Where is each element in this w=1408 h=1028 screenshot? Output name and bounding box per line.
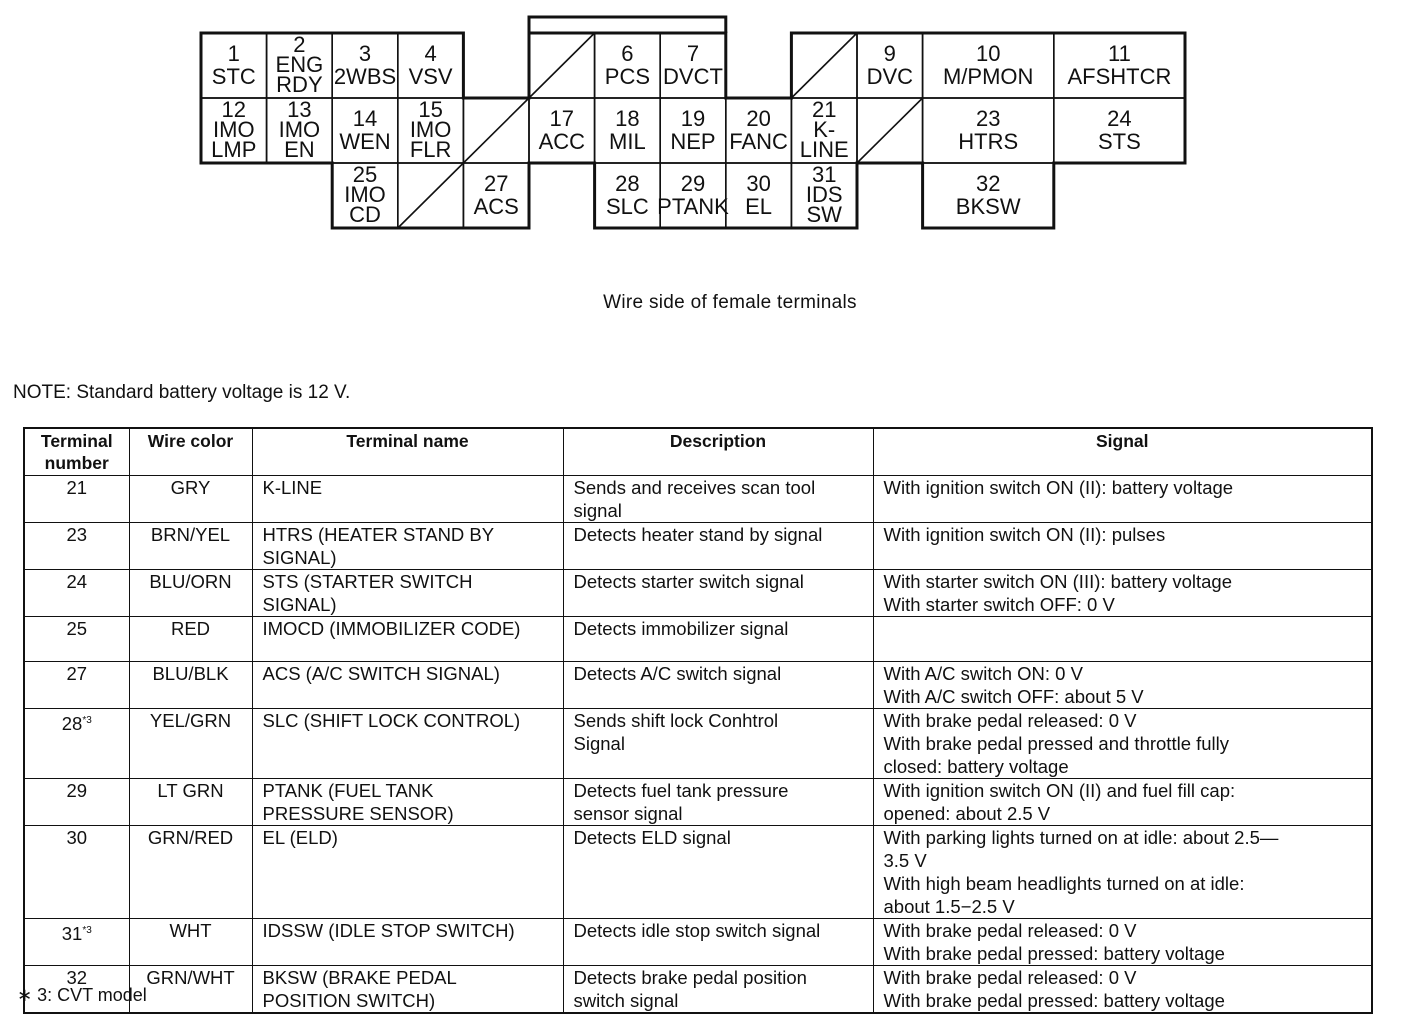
- cell-description: Detects immobilizer signal: [563, 617, 873, 662]
- cell-terminal-number: 25: [24, 617, 129, 662]
- terminal-number-label: 17: [549, 106, 575, 131]
- terminal-name-label: PTANK: [657, 194, 729, 219]
- terminal-name-label: SW: [806, 202, 842, 227]
- cell-wire-color: BRN/YEL: [129, 523, 252, 570]
- terminal-name-label: CD: [349, 202, 381, 227]
- header-description: Description: [563, 428, 873, 476]
- terminal-name-label: WEN: [339, 129, 391, 154]
- terminal-number-label: 27: [483, 171, 509, 196]
- terminal-name-label: M/PMON: [942, 64, 1034, 89]
- header-wire-color: Wire color: [129, 428, 252, 476]
- table-header-row: [24, 428, 1372, 476]
- terminal-number-label: 21: [811, 97, 837, 122]
- header-terminal-number: Terminal number: [24, 428, 129, 476]
- terminal-number-label: 6: [621, 41, 634, 66]
- cell-signal: With starter switch ON (III): battery voltage With starter switch OFF: 0 V: [873, 570, 1372, 617]
- terminal-name-label: MIL: [609, 129, 646, 154]
- terminal-number-label: 14: [352, 106, 378, 131]
- table-row: [24, 779, 1372, 826]
- terminal-name-label: DVCT: [663, 64, 723, 89]
- cell-terminal-number: 28$^{*3}$: [24, 709, 129, 779]
- cell-signal: With ignition switch ON (II): battery voltage: [873, 476, 1372, 523]
- cell-description: Detects ELD signal: [563, 826, 873, 919]
- terminal-number-label: 12: [221, 97, 247, 122]
- empty-cavity-slash: [398, 163, 464, 228]
- cell-terminal-number: 24: [24, 570, 129, 617]
- table-row: [24, 476, 1372, 523]
- terminal-number-label: 15: [418, 97, 443, 122]
- cell-terminal-number: 32: [24, 966, 129, 1014]
- cell-wire-color: GRY: [129, 476, 252, 523]
- terminal-name-label: IDS: [805, 182, 843, 207]
- cell-signal: With ignition switch ON (II) and fuel fill cap: opened: about 2.5 V: [873, 779, 1372, 826]
- connector-diagram: [0, 0, 1408, 240]
- table-row: [24, 919, 1372, 966]
- cell-terminal-name: SLC (SHIFT LOCK CONTROL): [252, 709, 563, 779]
- terminal-number-label: 13: [287, 97, 312, 122]
- terminal-name-label: K-: [813, 117, 836, 142]
- cell-wire-color: BLU/BLK: [129, 662, 252, 709]
- cell-terminal-name: ACS (A/C SWITCH SIGNAL): [252, 662, 563, 709]
- terminal-number-label: 24: [1107, 106, 1132, 131]
- terminal-name-label: IMO: [213, 117, 255, 142]
- terminal-number-label: 11: [1107, 41, 1131, 66]
- cell-signal: With ignition switch ON (II): pulses: [873, 523, 1372, 570]
- terminal-number-label: 1: [227, 41, 240, 66]
- cell-terminal-name: IMOCD (IMMOBILIZER CODE): [252, 617, 563, 662]
- cell-signal: With brake pedal released: 0 V With brake pedal pressed: battery voltage: [873, 919, 1372, 966]
- cell-terminal-name: STS (STARTER SWITCH SIGNAL): [252, 570, 563, 617]
- connector-caption: Wire side of female terminals: [603, 292, 857, 313]
- cell-description: Detects brake pedal position switch signal: [563, 966, 873, 1014]
- terminal-name-label: ACC: [538, 129, 586, 154]
- terminal-number-label: 29: [680, 171, 706, 196]
- terminal-name-label: ACS: [473, 194, 519, 219]
- cell-terminal-number: 30: [24, 826, 129, 919]
- cell-description: Detects idle stop switch signal: [563, 919, 873, 966]
- cell-description: Detects fuel tank pressure sensor signal: [563, 779, 873, 826]
- terminal-number-label: 3: [358, 41, 372, 66]
- table-row: [24, 709, 1372, 779]
- cell-wire-color: RED: [129, 617, 252, 662]
- cell-wire-color: BLU/ORN: [129, 570, 252, 617]
- terminal-number-label: 25: [352, 162, 378, 187]
- cell-wire-color: WHT: [129, 919, 252, 966]
- terminal-number-label: 18: [615, 106, 640, 131]
- cell-terminal-number: 23: [24, 523, 129, 570]
- terminal-name-label: EN: [284, 137, 315, 162]
- terminal-number-label: 23: [975, 106, 1001, 131]
- cell-signal: [873, 617, 1372, 662]
- header-terminal-name: Terminal name: [252, 428, 563, 476]
- cell-description: Sends and receives scan tool signal: [563, 476, 873, 523]
- cell-wire-color: GRN/RED: [129, 826, 252, 919]
- terminal-table: [23, 427, 1373, 1014]
- cell-description: Sends shift lock Conhtrol Signal: [563, 709, 873, 779]
- terminal-number-label: 30: [746, 171, 771, 196]
- terminal-name-label: HTRS: [958, 129, 1019, 154]
- terminal-name-label: PCS: [604, 64, 651, 89]
- terminal-number-label: 32: [975, 171, 1001, 196]
- cell-terminal-number: 27: [24, 662, 129, 709]
- footnote-mark: *3: [82, 925, 92, 936]
- terminal-number-label: 7: [686, 41, 700, 66]
- terminal-name-label: IMO: [344, 182, 386, 207]
- terminal-name-label: BKSW: [955, 194, 1021, 219]
- cell-description: Detects starter switch signal: [563, 570, 873, 617]
- empty-cavity-slash: [529, 33, 595, 98]
- cell-terminal-name: EL (ELD): [252, 826, 563, 919]
- table-row: [24, 662, 1372, 709]
- cell-signal: With A/C switch ON: 0 V With A/C switch OFF: about 5 V: [873, 662, 1372, 709]
- terminal-name-label: LINE: [799, 137, 849, 162]
- table-row: [24, 966, 1372, 1014]
- cell-terminal-number: 31$^{*3}$: [24, 919, 129, 966]
- empty-cavity-slash: [857, 98, 923, 163]
- cell-signal: With brake pedal released: 0 V With brake pedal pressed: battery voltage: [873, 966, 1372, 1014]
- terminal-number-label: 31: [811, 162, 837, 187]
- cell-description: Detects A/C switch signal: [563, 662, 873, 709]
- cell-signal: With parking lights turned on at idle: about 2.5— 3.5 V With high beam headlights turned on at idle: about 1.5−2.5 V: [873, 826, 1372, 919]
- terminal-number-label: 20: [746, 106, 771, 131]
- terminal-number-label: 10: [975, 41, 1001, 66]
- terminal-number-label: 28: [615, 171, 640, 196]
- table-row: [24, 826, 1372, 919]
- table-row: [24, 570, 1372, 617]
- cell-terminal-name: HTRS (HEATER STAND BY SIGNAL): [252, 523, 563, 570]
- cell-wire-color: YEL/GRN: [129, 709, 252, 779]
- terminal-name-label: 2WBS: [333, 64, 397, 89]
- terminal-name-label: STC: [211, 64, 256, 89]
- terminal-name-label: DVC: [866, 64, 914, 89]
- terminal-name-label: ENG: [275, 52, 324, 77]
- terminal-number-label: 4: [424, 41, 437, 66]
- terminal-number-label: 19: [680, 106, 706, 131]
- cell-wire-color: GRN/WHT: [129, 966, 252, 1014]
- empty-cavity-slash: [463, 98, 529, 163]
- footnote-mark: *3: [82, 715, 92, 726]
- cell-description: Detects heater stand by signal: [563, 523, 873, 570]
- empty-cavity-slash: [791, 33, 857, 98]
- terminal-name-label: AFSHTCR: [1067, 64, 1172, 89]
- connector-lock-tab: [529, 17, 726, 33]
- voltage-note: NOTE: Standard battery voltage is 12 V.: [13, 382, 351, 403]
- cell-terminal-number: 29: [24, 779, 129, 826]
- terminal-name-label: SLC: [606, 194, 649, 219]
- table-row: [24, 617, 1372, 662]
- terminal-name-label: FANC: [729, 129, 788, 154]
- cell-terminal-name: BKSW (BRAKE PEDAL POSITION SWITCH): [252, 966, 563, 1014]
- terminal-name-label: IMO: [278, 117, 321, 142]
- terminal-name-label: LMP: [211, 137, 257, 162]
- terminal-name-label: VSV: [408, 64, 453, 89]
- cell-signal: With brake pedal released: 0 V With brake pedal pressed and throttle fully closed: battery voltage: [873, 709, 1372, 779]
- cell-wire-color: LT GRN: [129, 779, 252, 826]
- cell-terminal-number: 21: [24, 476, 129, 523]
- footnote: ∗ 3: CVT model: [17, 985, 147, 1005]
- table-row: [24, 523, 1372, 570]
- cell-terminal-name: IDSSW (IDLE STOP SWITCH): [252, 919, 563, 966]
- terminal-name-label: NEP: [670, 129, 716, 154]
- terminal-name-label: IMO: [409, 117, 452, 142]
- terminal-name-label: RDY: [276, 72, 323, 97]
- cell-terminal-name: K-LINE: [252, 476, 563, 523]
- terminal-name-label: STS: [1098, 129, 1141, 154]
- terminal-number-label: 9: [883, 41, 896, 66]
- terminal-number-label: 2: [293, 32, 306, 57]
- cell-terminal-name: PTANK (FUEL TANK PRESSURE SENSOR): [252, 779, 563, 826]
- terminal-name-label: EL: [745, 194, 773, 219]
- header-signal: Signal: [873, 428, 1372, 476]
- terminal-name-label: FLR: [409, 137, 452, 162]
